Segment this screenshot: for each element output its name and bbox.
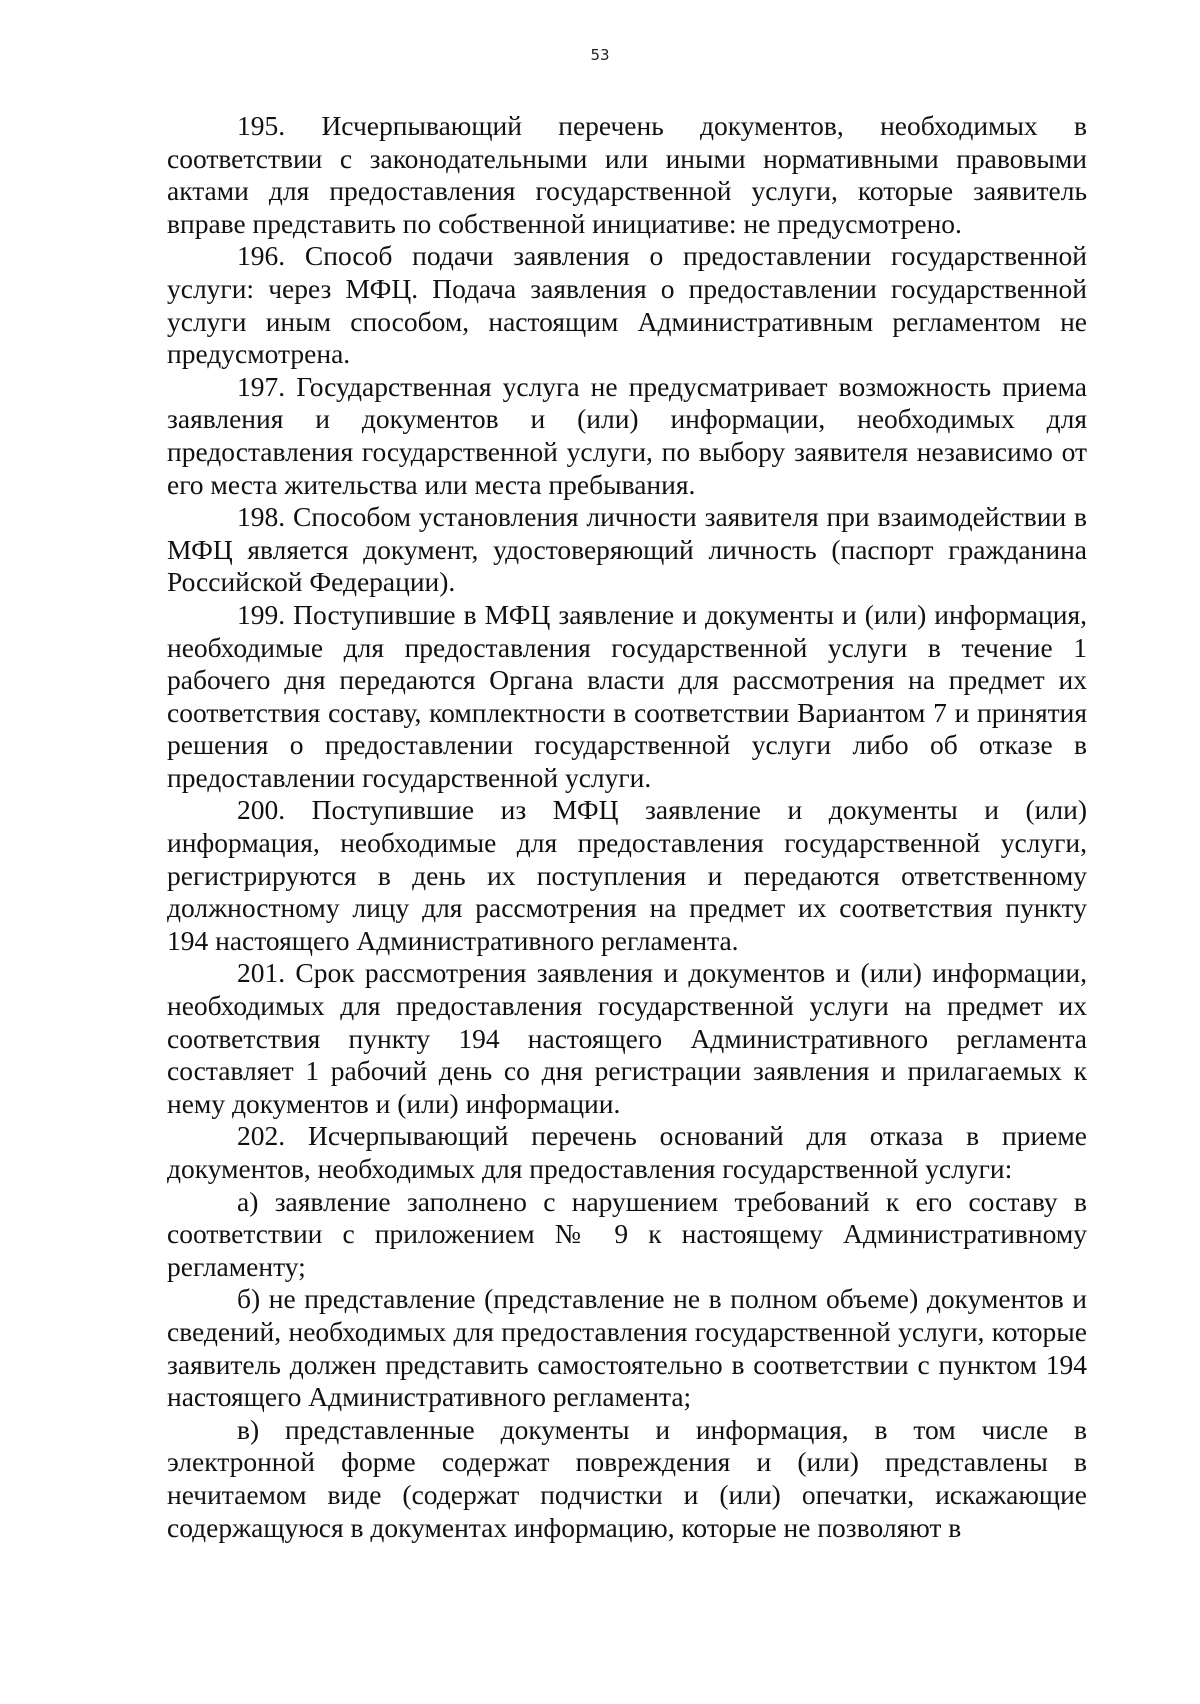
paragraph-200: 200. Поступившие из МФЦ заявление и документы и (или) информация, необходимые для предоставления государственной услуги, регистрируются в день их поступления и передаются ответственному должностному лицу для рассмотрения на предмет их соответствия пункту 194 настоящего Административного регламента. [167,794,1087,956]
paragraph-199: 199. Поступившие в МФЦ заявление и документы и (или) информация, необходимые для предоставления государственной услуги в течение 1 рабочего дня передаются Органа власти для рассмотрения на предмет их соответствия составу, комплектности в соответствии Вариантом 7 и принятия решения о предоставлении государственной услуги либо об отказе в предоставлении государственной услуги. [167,598,1087,793]
paragraph-202: 202. Исчерпывающий перечень оснований для отказа в приеме документов, необходимых для предоставления государственной услуги: [167,1120,1087,1184]
list-item-v: в) представленные документы и информация, в том числе в электронной форме содержат повреждения и (или) представлены в нечитаемом виде (содержат подчистки и (или) опечатки, искажающие содержащуюся в документах информацию, которые не позволяют в [167,1413,1087,1543]
list-item-a: а) заявление заполнено с нарушением требований к его составу в соответствии с приложением № 9 к настоящему Административному регламенту; [167,1185,1087,1282]
document-body [167,110,1087,1544]
paragraph-197: 197. Государственная услуга не предусматривает возможность приема заявления и документов и (или) информации, необходимых для предоставления государственной услуги, по выбору заявителя независимо от его места жительства или места пребывания. [167,370,1087,500]
paragraph-195: 195. Исчерпывающий перечень документов, необходимых в соответствии с законодательными или иными нормативными правовыми актами для предоставления государственной услуги, которые заявитель вправе представить по собственной инициативе: не предусмотрено. [167,110,1087,239]
paragraph-198: 198. Способом установления личности заявителя при взаимодействии в МФЦ является документ, удостоверяющий личность (паспорт гражданина Российской Федерации). [167,501,1087,598]
paragraph-201: 201. Срок рассмотрения заявления и документов и (или) информации, необходимых для предоставления государственной услуги на предмет их соответствия пункту 194 настоящего Административного регламента составляет 1 рабочий день со дня регистрации заявления и прилагаемых к нему документов и (или) информации. [167,957,1087,1119]
page-number: 53 [590,46,610,64]
list-item-b: б) не представление (представление не в полном объеме) документов и сведений, необходимых для предоставления государственной услуги, которые заявитель должен представить самостоятельно в соответствии с пунктом 194 настоящего Административного регламента; [167,1283,1087,1413]
paragraph-196: 196. Способ подачи заявления о предоставлении государственной услуги: через МФЦ. Подача заявления о предоставлении государственной услуги иным способом, настоящим Административным регламентом не предусмотрена. [167,240,1087,370]
